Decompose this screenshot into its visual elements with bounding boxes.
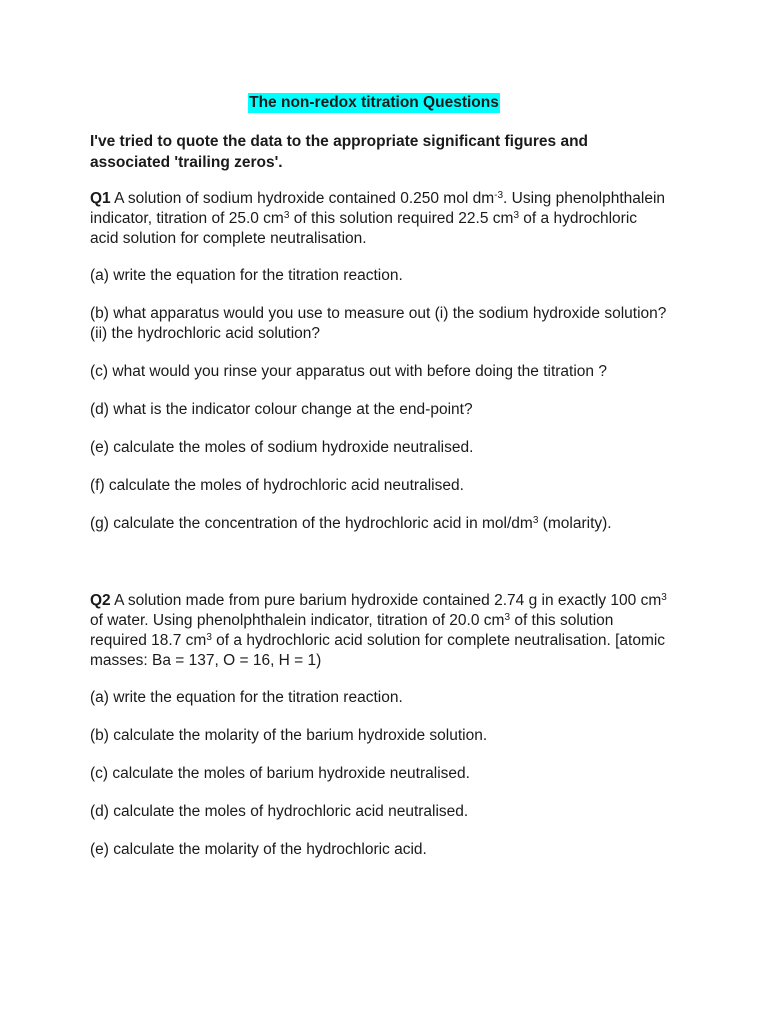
q2-part-b: (b) calculate the molarity of the barium hydroxide solution. [90,727,488,744]
question-2-text-part: of this solution required 18.7 cm [90,612,614,649]
q1-part-b: (b) what apparatus would you use to measure out (i) the sodium hydroxide solution? (ii) the hydrochloric acid solution? [90,305,667,342]
q2-part-a: (a) write the equation for the titration reaction. [90,689,403,706]
question-1-text-part: A solution of sodium hydroxide contained 0.250 mol dm [110,190,495,207]
question-2-text-part: of water. Using phenolphthalein indicator, titration of 20.0 cm [90,612,505,629]
q1-part-e: (e) calculate the moles of sodium hydroxide neutralised. [90,439,474,456]
q1-part-d: (d) what is the indicator colour change at the end-point? [90,401,473,418]
superscript: 3 [206,632,212,643]
q1-part-a: (a) write the equation for the titration reaction. [90,267,403,284]
question-2-label: Q2 [90,592,111,609]
question-2-text-part: A solution made from pure barium hydroxide contained 2.74 g in exactly 100 cm [110,592,662,609]
superscript: 3 [532,515,539,526]
q1-part-g [90,514,668,534]
q1-part-g-text: (g) calculate the concentration of the hydrochloric acid in mol/dm [90,515,533,532]
question-1-text-part: of a hydrochloric acid solution for complete neutralisation. [90,210,638,247]
document-title: The non-redox titration Questions [249,94,499,111]
superscript: -3 [494,190,504,201]
q2-part-c: (c) calculate the moles of barium hydroxide neutralised. [90,765,470,782]
question-1-label: Q1 [90,190,111,207]
q1-part-c: (c) what would you rinse your apparatus out with before doing the titration ? [90,363,607,380]
intro-note: I've tried to quote the data to the appropriate significant figures and associated 'trailing zeros'. [90,133,589,171]
question-1-text [90,189,668,249]
title-container [90,93,668,113]
question-1-text-part: of this solution required 22.5 cm [289,210,514,227]
q2-part-e: (e) calculate the molarity of the hydrochloric acid. [90,841,427,858]
superscript: 3 [504,612,511,623]
q1-part-g-end: (molarity). [538,515,612,532]
superscript: 3 [513,210,519,221]
question-2-text-part: of a hydrochloric acid solution for complete neutralisation. [atomic masses: Ba = 137, O = 16, H = 1) [90,632,666,669]
question-2-text [90,591,668,671]
superscript: 3 [661,592,667,603]
q2-part-d: (d) calculate the moles of hydrochloric acid neutralised. [90,803,469,820]
question-1-text-part: . Using phenolphthalein indicator, titration of 25.0 cm [90,190,666,227]
superscript: 3 [283,210,290,221]
section-spacer [90,552,668,591]
q1-part-f: (f) calculate the moles of hydrochloric acid neutralised. [90,477,464,494]
